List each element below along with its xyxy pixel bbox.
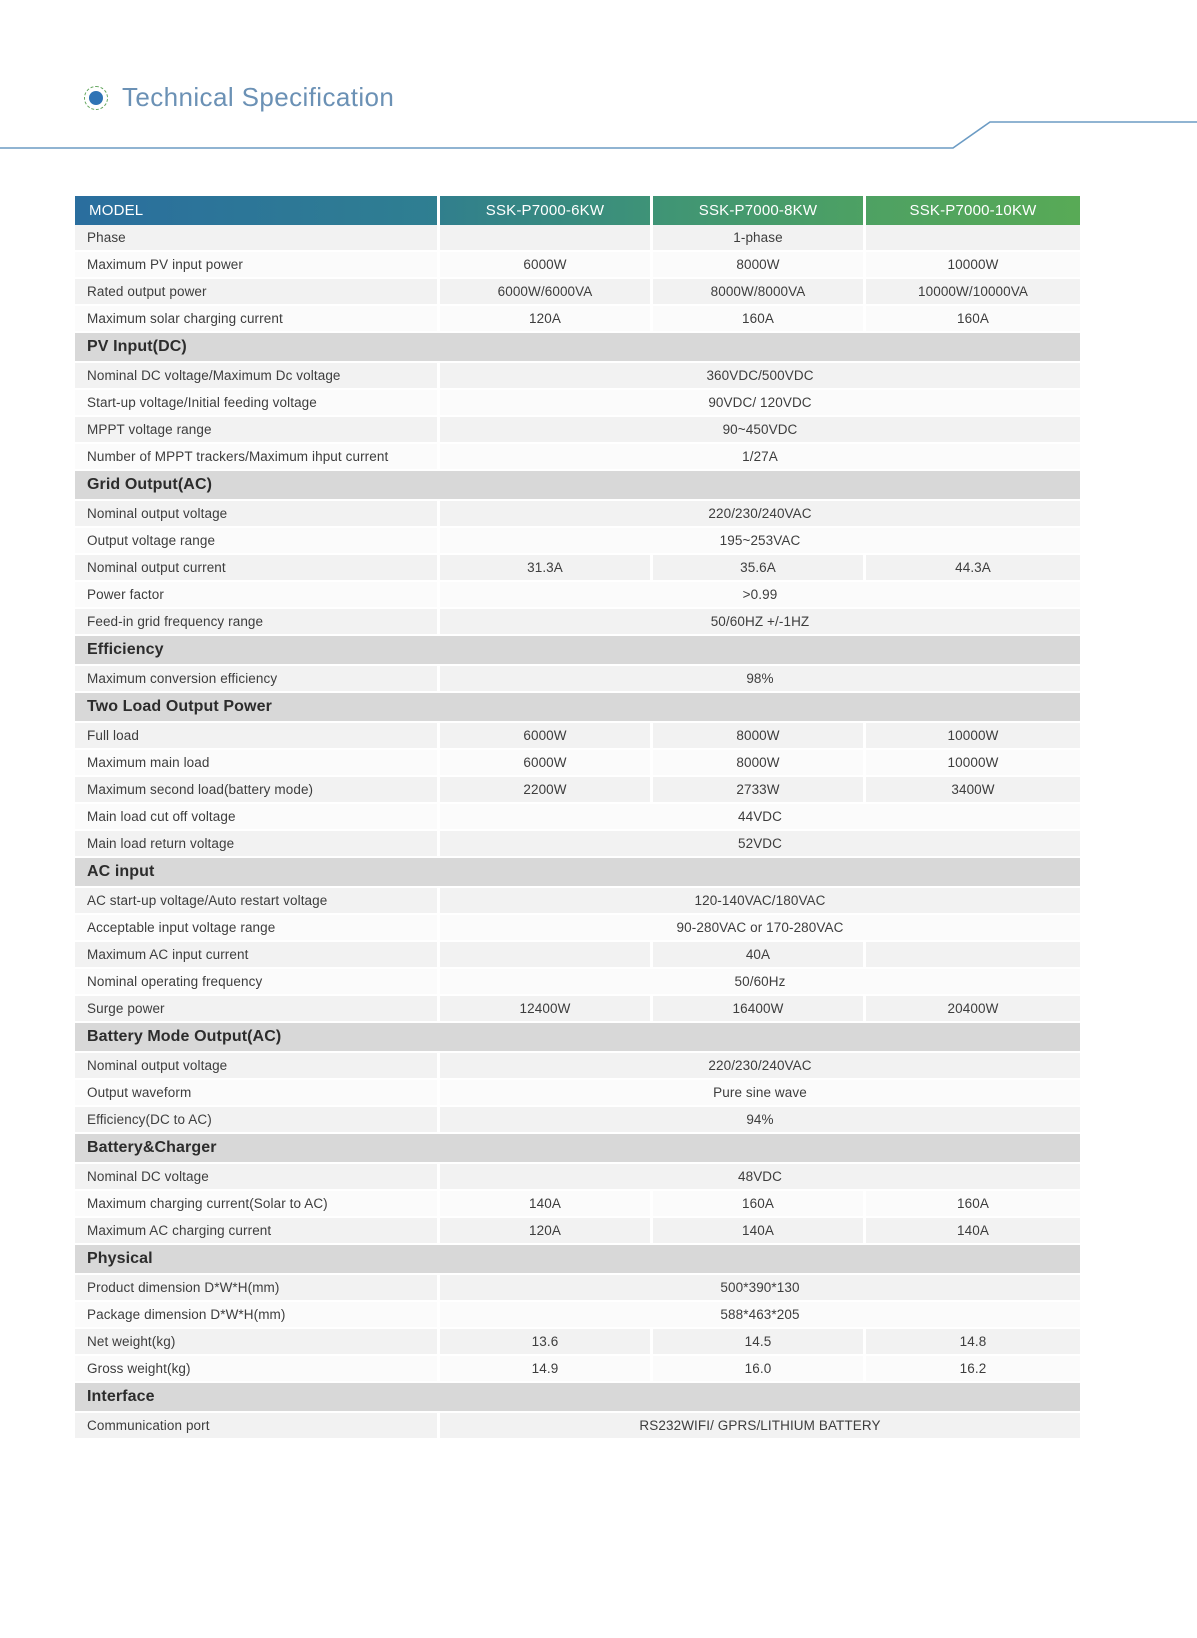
row-label: Nominal DC voltage	[75, 1164, 440, 1191]
row-value-model-3	[866, 225, 1080, 252]
table-row	[75, 831, 1080, 858]
row-label: Nominal operating frequency	[75, 969, 440, 996]
section-header-row	[75, 858, 1080, 888]
table-row	[75, 1275, 1080, 1302]
row-label: Net weight(kg)	[75, 1329, 440, 1356]
table-header-row	[75, 196, 1080, 225]
section-header-label: PV Input(DC)	[75, 333, 1080, 363]
table-row	[75, 969, 1080, 996]
row-label: Communication port	[75, 1413, 440, 1440]
row-label: Nominal DC voltage/Maximum Dc voltage	[75, 363, 440, 390]
section-header-row	[75, 1245, 1080, 1275]
row-value-model-2: 8000W	[653, 252, 866, 279]
table-row	[75, 279, 1080, 306]
row-label: Nominal output voltage	[75, 1053, 440, 1080]
section-header-label: AC input	[75, 858, 1080, 888]
table-row	[75, 417, 1080, 444]
column-header-model: MODEL	[75, 196, 440, 225]
row-label: AC start-up voltage/Auto restart voltage	[75, 888, 440, 915]
table-row	[75, 306, 1080, 333]
row-value-model-1: 6000W	[440, 723, 653, 750]
table-row	[75, 1302, 1080, 1329]
row-label: Maximum AC input current	[75, 942, 440, 969]
row-value-all-models: 195~253VAC	[440, 528, 1080, 555]
table-row	[75, 501, 1080, 528]
row-label: Maximum solar charging current	[75, 306, 440, 333]
page-header	[0, 0, 1197, 128]
section-header-label: Grid Output(AC)	[75, 471, 1080, 501]
row-value-all-models: 90~450VDC	[440, 417, 1080, 444]
row-value-model-3: 160A	[866, 306, 1080, 333]
row-value-all-models: 44VDC	[440, 804, 1080, 831]
section-header-row	[75, 1134, 1080, 1164]
row-value-model-3: 14.8	[866, 1329, 1080, 1356]
table-row	[75, 888, 1080, 915]
row-label: Nominal output voltage	[75, 501, 440, 528]
row-value-all-models: Pure sine wave	[440, 1080, 1080, 1107]
row-value-model-1	[440, 225, 653, 252]
row-label: Product dimension D*W*H(mm)	[75, 1275, 440, 1302]
row-value-model-2: 8000W	[653, 750, 866, 777]
header-title-row	[84, 82, 394, 113]
row-value-model-2: 16400W	[653, 996, 866, 1023]
section-header-row	[75, 1023, 1080, 1053]
row-label: Maximum PV input power	[75, 252, 440, 279]
row-label: Package dimension D*W*H(mm)	[75, 1302, 440, 1329]
row-value-model-2: 40A	[653, 942, 866, 969]
row-label: MPPT voltage range	[75, 417, 440, 444]
row-value-model-2: 8000W/8000VA	[653, 279, 866, 306]
specification-table-wrapper	[75, 196, 1080, 1440]
row-label: Acceptable input voltage range	[75, 915, 440, 942]
row-label: Output voltage range	[75, 528, 440, 555]
row-value-model-2: 2733W	[653, 777, 866, 804]
row-label: Main load return voltage	[75, 831, 440, 858]
row-value-model-3: 140A	[866, 1218, 1080, 1245]
row-value-all-models: 360VDC/500VDC	[440, 363, 1080, 390]
column-header-model-2: SSK-P7000-8KW	[653, 196, 866, 225]
section-header-label: Physical	[75, 1245, 1080, 1275]
row-label: Gross weight(kg)	[75, 1356, 440, 1383]
row-value-model-1: 31.3A	[440, 555, 653, 582]
row-value-model-1: 120A	[440, 306, 653, 333]
row-value-all-models: 588*463*205	[440, 1302, 1080, 1329]
section-header-row	[75, 333, 1080, 363]
table-row	[75, 1356, 1080, 1383]
row-value-all-models: RS232WIFI/ GPRS/LITHIUM BATTERY	[440, 1413, 1080, 1440]
row-value-model-1: 2200W	[440, 777, 653, 804]
table-row	[75, 1413, 1080, 1440]
row-value-model-3: 20400W	[866, 996, 1080, 1023]
column-header-model-3: SSK-P7000-10KW	[866, 196, 1080, 225]
row-label: Start-up voltage/Initial feeding voltage	[75, 390, 440, 417]
row-value-all-models: 120-140VAC/180VAC	[440, 888, 1080, 915]
row-label: Rated output power	[75, 279, 440, 306]
row-label: Maximum conversion efficiency	[75, 666, 440, 693]
row-value-all-models: 1/27A	[440, 444, 1080, 471]
row-label: Power factor	[75, 582, 440, 609]
table-row	[75, 777, 1080, 804]
table-row	[75, 390, 1080, 417]
row-label: Feed-in grid frequency range	[75, 609, 440, 636]
row-label: Maximum charging current(Solar to AC)	[75, 1191, 440, 1218]
row-label: Output waveform	[75, 1080, 440, 1107]
table-row	[75, 750, 1080, 777]
section-header-row	[75, 1383, 1080, 1413]
row-value-model-1: 6000W	[440, 750, 653, 777]
table-row	[75, 942, 1080, 969]
row-value-all-models: 98%	[440, 666, 1080, 693]
table-row	[75, 1329, 1080, 1356]
row-value-model-2: 35.6A	[653, 555, 866, 582]
table-row	[75, 252, 1080, 279]
section-header-label: Interface	[75, 1383, 1080, 1413]
row-value-model-1: 13.6	[440, 1329, 653, 1356]
row-value-model-3: 10000W	[866, 750, 1080, 777]
row-value-all-models: 50/60HZ +/-1HZ	[440, 609, 1080, 636]
row-value-all-models: 94%	[440, 1107, 1080, 1134]
table-row	[75, 996, 1080, 1023]
row-value-model-1: 12400W	[440, 996, 653, 1023]
row-value-all-models: 50/60Hz	[440, 969, 1080, 996]
row-label: Surge power	[75, 996, 440, 1023]
table-row	[75, 1218, 1080, 1245]
row-value-model-3: 16.2	[866, 1356, 1080, 1383]
row-value-model-3: 10000W	[866, 723, 1080, 750]
section-header-label: Two Load Output Power	[75, 693, 1080, 723]
column-header-model-1: SSK-P7000-6KW	[440, 196, 653, 225]
table-row	[75, 1164, 1080, 1191]
table-row	[75, 1191, 1080, 1218]
row-value-model-2: 1-phase	[653, 225, 866, 252]
row-value-model-1: 6000W/6000VA	[440, 279, 653, 306]
row-value-model-3: 3400W	[866, 777, 1080, 804]
row-label: Maximum AC charging current	[75, 1218, 440, 1245]
row-value-model-3: 160A	[866, 1191, 1080, 1218]
row-label: Main load cut off voltage	[75, 804, 440, 831]
row-value-model-1: 140A	[440, 1191, 653, 1218]
specification-table-body	[75, 225, 1080, 1440]
row-label: Nominal output current	[75, 555, 440, 582]
row-value-model-1: 6000W	[440, 252, 653, 279]
table-row	[75, 582, 1080, 609]
table-row	[75, 363, 1080, 390]
row-value-model-2: 14.5	[653, 1329, 866, 1356]
table-row	[75, 555, 1080, 582]
row-value-all-models: 52VDC	[440, 831, 1080, 858]
row-label: Full load	[75, 723, 440, 750]
table-row	[75, 723, 1080, 750]
row-label: Maximum main load	[75, 750, 440, 777]
row-value-model-2: 8000W	[653, 723, 866, 750]
table-row	[75, 225, 1080, 252]
row-value-model-1: 120A	[440, 1218, 653, 1245]
row-value-model-1	[440, 942, 653, 969]
table-row	[75, 1080, 1080, 1107]
table-row	[75, 804, 1080, 831]
row-label: Maximum second load(battery mode)	[75, 777, 440, 804]
specification-table	[75, 196, 1080, 1440]
table-row	[75, 1107, 1080, 1134]
row-value-model-2: 16.0	[653, 1356, 866, 1383]
row-value-all-models: 220/230/240VAC	[440, 501, 1080, 528]
row-value-all-models: 48VDC	[440, 1164, 1080, 1191]
row-value-model-3: 10000W	[866, 252, 1080, 279]
row-value-all-models: 90VDC/ 120VDC	[440, 390, 1080, 417]
section-header-label: Battery Mode Output(AC)	[75, 1023, 1080, 1053]
table-row	[75, 666, 1080, 693]
header-divider-rule	[0, 116, 1197, 162]
row-value-model-2: 160A	[653, 306, 866, 333]
row-value-all-models: >0.99	[440, 582, 1080, 609]
row-value-model-2: 160A	[653, 1191, 866, 1218]
row-value-model-2: 140A	[653, 1218, 866, 1245]
row-value-model-1: 14.9	[440, 1356, 653, 1383]
row-label: Phase	[75, 225, 440, 252]
row-value-all-models: 220/230/240VAC	[440, 1053, 1080, 1080]
table-row	[75, 444, 1080, 471]
row-label: Efficiency(DC to AC)	[75, 1107, 440, 1134]
row-value-model-3: 44.3A	[866, 555, 1080, 582]
page-title: Technical Specification	[122, 82, 395, 112]
table-row	[75, 915, 1080, 942]
section-header-row	[75, 636, 1080, 666]
row-label: Number of MPPT trackers/Maximum ihput current	[75, 444, 440, 471]
section-header-row	[75, 693, 1080, 723]
table-row	[75, 528, 1080, 555]
section-header-label: Battery&Charger	[75, 1134, 1080, 1164]
bullet-dot-icon	[84, 86, 108, 110]
section-header-row	[75, 471, 1080, 501]
row-value-all-models: 90-280VAC or 170-280VAC	[440, 915, 1080, 942]
table-row	[75, 1053, 1080, 1080]
row-value-all-models: 500*390*130	[440, 1275, 1080, 1302]
row-value-model-3: 10000W/10000VA	[866, 279, 1080, 306]
table-row	[75, 609, 1080, 636]
row-value-model-3	[866, 942, 1080, 969]
section-header-label: Efficiency	[75, 636, 1080, 666]
